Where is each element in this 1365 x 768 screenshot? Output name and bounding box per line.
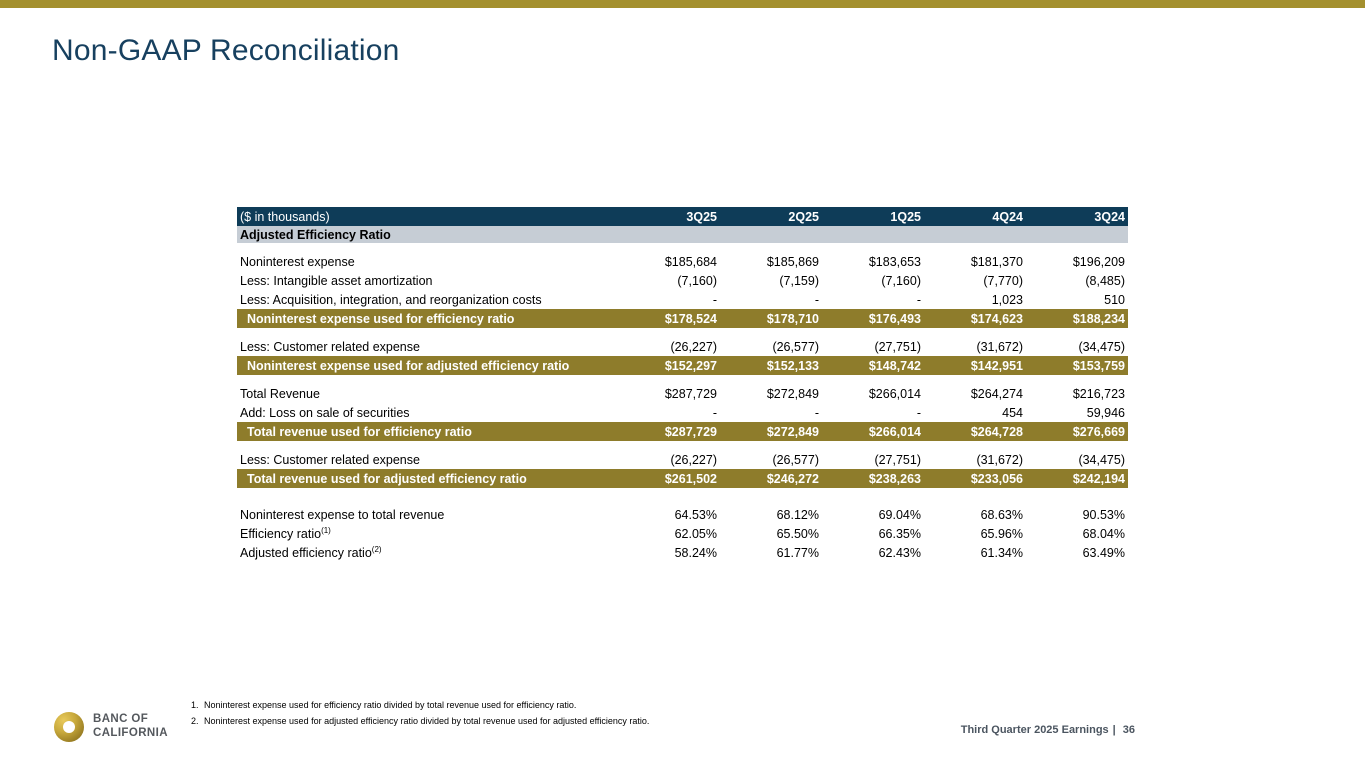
row-label: Less: Customer related expense xyxy=(240,452,420,467)
table-row xyxy=(237,403,1128,422)
spacer-row xyxy=(237,243,1128,252)
cell-value: (31,672) xyxy=(976,339,1023,354)
cell-value: 62.05% xyxy=(674,526,717,541)
cell-value: 68.12% xyxy=(776,507,819,522)
cell-value: - xyxy=(814,292,819,307)
cell-value: - xyxy=(916,292,921,307)
row-label: Adjusted efficiency ratio$^{(2)}$ xyxy=(240,544,382,560)
section-header-label: Adjusted Efficiency Ratio xyxy=(237,226,1128,243)
cell-value: $216,723 xyxy=(1072,386,1125,401)
cell-value: 61.77% xyxy=(776,545,819,560)
row-label: Total revenue used for efficiency ratio xyxy=(237,422,618,441)
cell-value: (31,672) xyxy=(976,452,1023,467)
footer-separator: | xyxy=(1112,724,1116,736)
highlighted-total-row xyxy=(237,356,1128,375)
cell-value: $181,370 xyxy=(970,254,1023,269)
cell-value: $246,272 xyxy=(720,469,822,488)
cell-value: - xyxy=(916,405,921,420)
spacer-cell xyxy=(237,243,1128,252)
row-label: Add: Loss on sale of securities xyxy=(240,405,410,420)
cell-value: $183,653 xyxy=(868,254,921,269)
cell-value: $276,669 xyxy=(1026,422,1128,441)
footer-page-info xyxy=(961,724,1135,736)
footnote-text: Noninterest expense used for adjusted efficiency ratio divided by total revenue used for adjusted efficiency ratio. xyxy=(204,716,650,726)
table-row xyxy=(237,337,1128,356)
top-accent-bar xyxy=(0,0,1365,8)
section-header-row xyxy=(237,226,1128,243)
cell-value: $148,742 xyxy=(822,356,924,375)
cell-value: $152,297 xyxy=(618,356,720,375)
cell-value: 90.53% xyxy=(1082,507,1125,522)
row-label: Noninterest expense xyxy=(240,254,355,269)
cell-value: 61.34% xyxy=(980,545,1023,560)
cell-value: - xyxy=(712,292,717,307)
table-body xyxy=(237,226,1128,562)
footnote-number: 1. xyxy=(191,700,199,710)
cell-value: $152,133 xyxy=(720,356,822,375)
footnote-ref: (1) xyxy=(321,525,331,535)
logo-line1: BANC OF xyxy=(93,713,149,726)
table-row xyxy=(237,252,1128,271)
spacer-row xyxy=(237,375,1128,384)
cell-value: 59,946 xyxy=(1086,405,1125,420)
cell-value: - xyxy=(712,405,717,420)
cell-value: (27,751) xyxy=(874,452,921,467)
table-row xyxy=(237,450,1128,469)
row-label: Less: Intangible asset amortization xyxy=(240,273,433,288)
cell-value: 69.04% xyxy=(878,507,921,522)
header-quarter-4q24: 4Q24 xyxy=(924,207,1026,226)
page-number: 36 xyxy=(1122,724,1135,736)
header-units-label: ($ in thousands) xyxy=(237,207,618,226)
cell-value: 510 xyxy=(1104,292,1125,307)
row-label: Less: Customer related expense xyxy=(240,339,420,354)
cell-value: $287,729 xyxy=(618,422,720,441)
cell-value: (7,160) xyxy=(881,273,921,288)
cell-value: $264,728 xyxy=(924,422,1026,441)
cell-value: $242,194 xyxy=(1026,469,1128,488)
cell-value: $174,623 xyxy=(924,309,1026,328)
cell-value: $266,014 xyxy=(822,422,924,441)
highlighted-total-row xyxy=(237,469,1128,488)
table-row xyxy=(237,290,1128,309)
footnotes xyxy=(191,700,649,732)
cell-value: 454 xyxy=(1002,405,1023,420)
footnote-ref: (2) xyxy=(371,544,382,554)
cell-value: $185,684 xyxy=(664,254,717,269)
cell-value: (34,475) xyxy=(1078,339,1125,354)
cell-value: $185,869 xyxy=(766,254,819,269)
cell-value: 1,023 xyxy=(991,292,1023,307)
non-gaap-reconciliation-table xyxy=(237,207,1128,562)
logo-line2: CALIFORNIA xyxy=(93,727,168,739)
cell-value: 58.24% xyxy=(674,545,717,560)
cell-value: 64.53% xyxy=(674,507,717,522)
cell-value: 62.43% xyxy=(878,545,921,560)
table-row xyxy=(237,505,1128,524)
spacer-cell xyxy=(237,488,1128,505)
cell-value: (7,160) xyxy=(677,273,717,288)
footnote-number: 2. xyxy=(191,716,199,726)
table-row xyxy=(237,271,1128,290)
cell-value: $272,849 xyxy=(720,422,822,441)
table-row xyxy=(237,384,1128,403)
cell-value: (26,227) xyxy=(670,339,717,354)
cell-value: (26,577) xyxy=(772,339,819,354)
cell-value: (7,770) xyxy=(983,273,1023,288)
cell-value: - xyxy=(814,405,819,420)
highlighted-total-row xyxy=(237,422,1128,441)
cell-value: $178,710 xyxy=(720,309,822,328)
spacer-cell xyxy=(237,441,1128,450)
cell-value: $188,234 xyxy=(1026,309,1128,328)
cell-value: 68.63% xyxy=(980,507,1023,522)
cell-value: (7,159) xyxy=(779,273,819,288)
cell-value: 65.96% xyxy=(980,526,1023,541)
cell-value: 68.04% xyxy=(1082,526,1125,541)
spacer-row xyxy=(237,441,1128,450)
cell-value: $153,759 xyxy=(1026,356,1128,375)
row-label: Noninterest expense used for efficiency ratio xyxy=(237,309,618,328)
cell-value: $272,849 xyxy=(766,386,819,401)
header-quarter-3q24: 3Q24 xyxy=(1026,207,1128,226)
cell-value: $264,274 xyxy=(970,386,1023,401)
spacer-row xyxy=(237,328,1128,337)
header-quarter-2q25: 2Q25 xyxy=(720,207,822,226)
cell-value: $196,209 xyxy=(1072,254,1125,269)
footnote-text: Noninterest expense used for efficiency ratio divided by total revenue used for efficiency ratio. xyxy=(204,700,577,710)
cell-value: (26,577) xyxy=(772,452,819,467)
header-quarter-3q25: 3Q25 xyxy=(618,207,720,226)
logo-ring-icon xyxy=(54,712,84,742)
cell-value: 65.50% xyxy=(776,526,819,541)
spacer-cell xyxy=(237,328,1128,337)
table-row xyxy=(237,543,1128,562)
row-label: Total revenue used for adjusted efficiency ratio xyxy=(237,469,618,488)
cell-value: $142,951 xyxy=(924,356,1026,375)
spacer-row xyxy=(237,488,1128,505)
row-label: Noninterest expense used for adjusted efficiency ratio xyxy=(237,356,618,375)
spacer-cell xyxy=(237,375,1128,384)
earnings-label: Third Quarter 2025 Earnings xyxy=(960,724,1109,736)
footnote xyxy=(191,716,649,726)
row-label: Less: Acquisition, integration, and reorganization costs xyxy=(240,292,542,307)
cell-value: 66.35% xyxy=(878,526,921,541)
cell-value: (8,485) xyxy=(1085,273,1125,288)
row-label: Total Revenue xyxy=(240,386,320,401)
cell-value: $266,014 xyxy=(868,386,921,401)
cell-value: (26,227) xyxy=(670,452,717,467)
cell-value: (27,751) xyxy=(874,339,921,354)
cell-value: $261,502 xyxy=(618,469,720,488)
cell-value: $233,056 xyxy=(924,469,1026,488)
table-header-row xyxy=(237,207,1128,226)
table-row xyxy=(237,524,1128,543)
banc-of-california-logo xyxy=(54,712,168,742)
page-title: Non-GAAP Reconciliation xyxy=(52,34,400,67)
highlighted-total-row xyxy=(237,309,1128,328)
cell-value: (34,475) xyxy=(1078,452,1125,467)
footnote xyxy=(191,700,649,710)
row-label: Noninterest expense to total revenue xyxy=(240,507,445,522)
cell-value: 63.49% xyxy=(1082,545,1125,560)
table-header xyxy=(237,207,1128,226)
header-quarter-1q25: 1Q25 xyxy=(822,207,924,226)
cell-value: $238,263 xyxy=(822,469,924,488)
cell-value: $176,493 xyxy=(822,309,924,328)
cell-value: $287,729 xyxy=(664,386,717,401)
cell-value: $178,524 xyxy=(618,309,720,328)
row-label: Efficiency ratio$^{(1)}$ xyxy=(240,525,331,541)
logo-text xyxy=(93,713,168,741)
